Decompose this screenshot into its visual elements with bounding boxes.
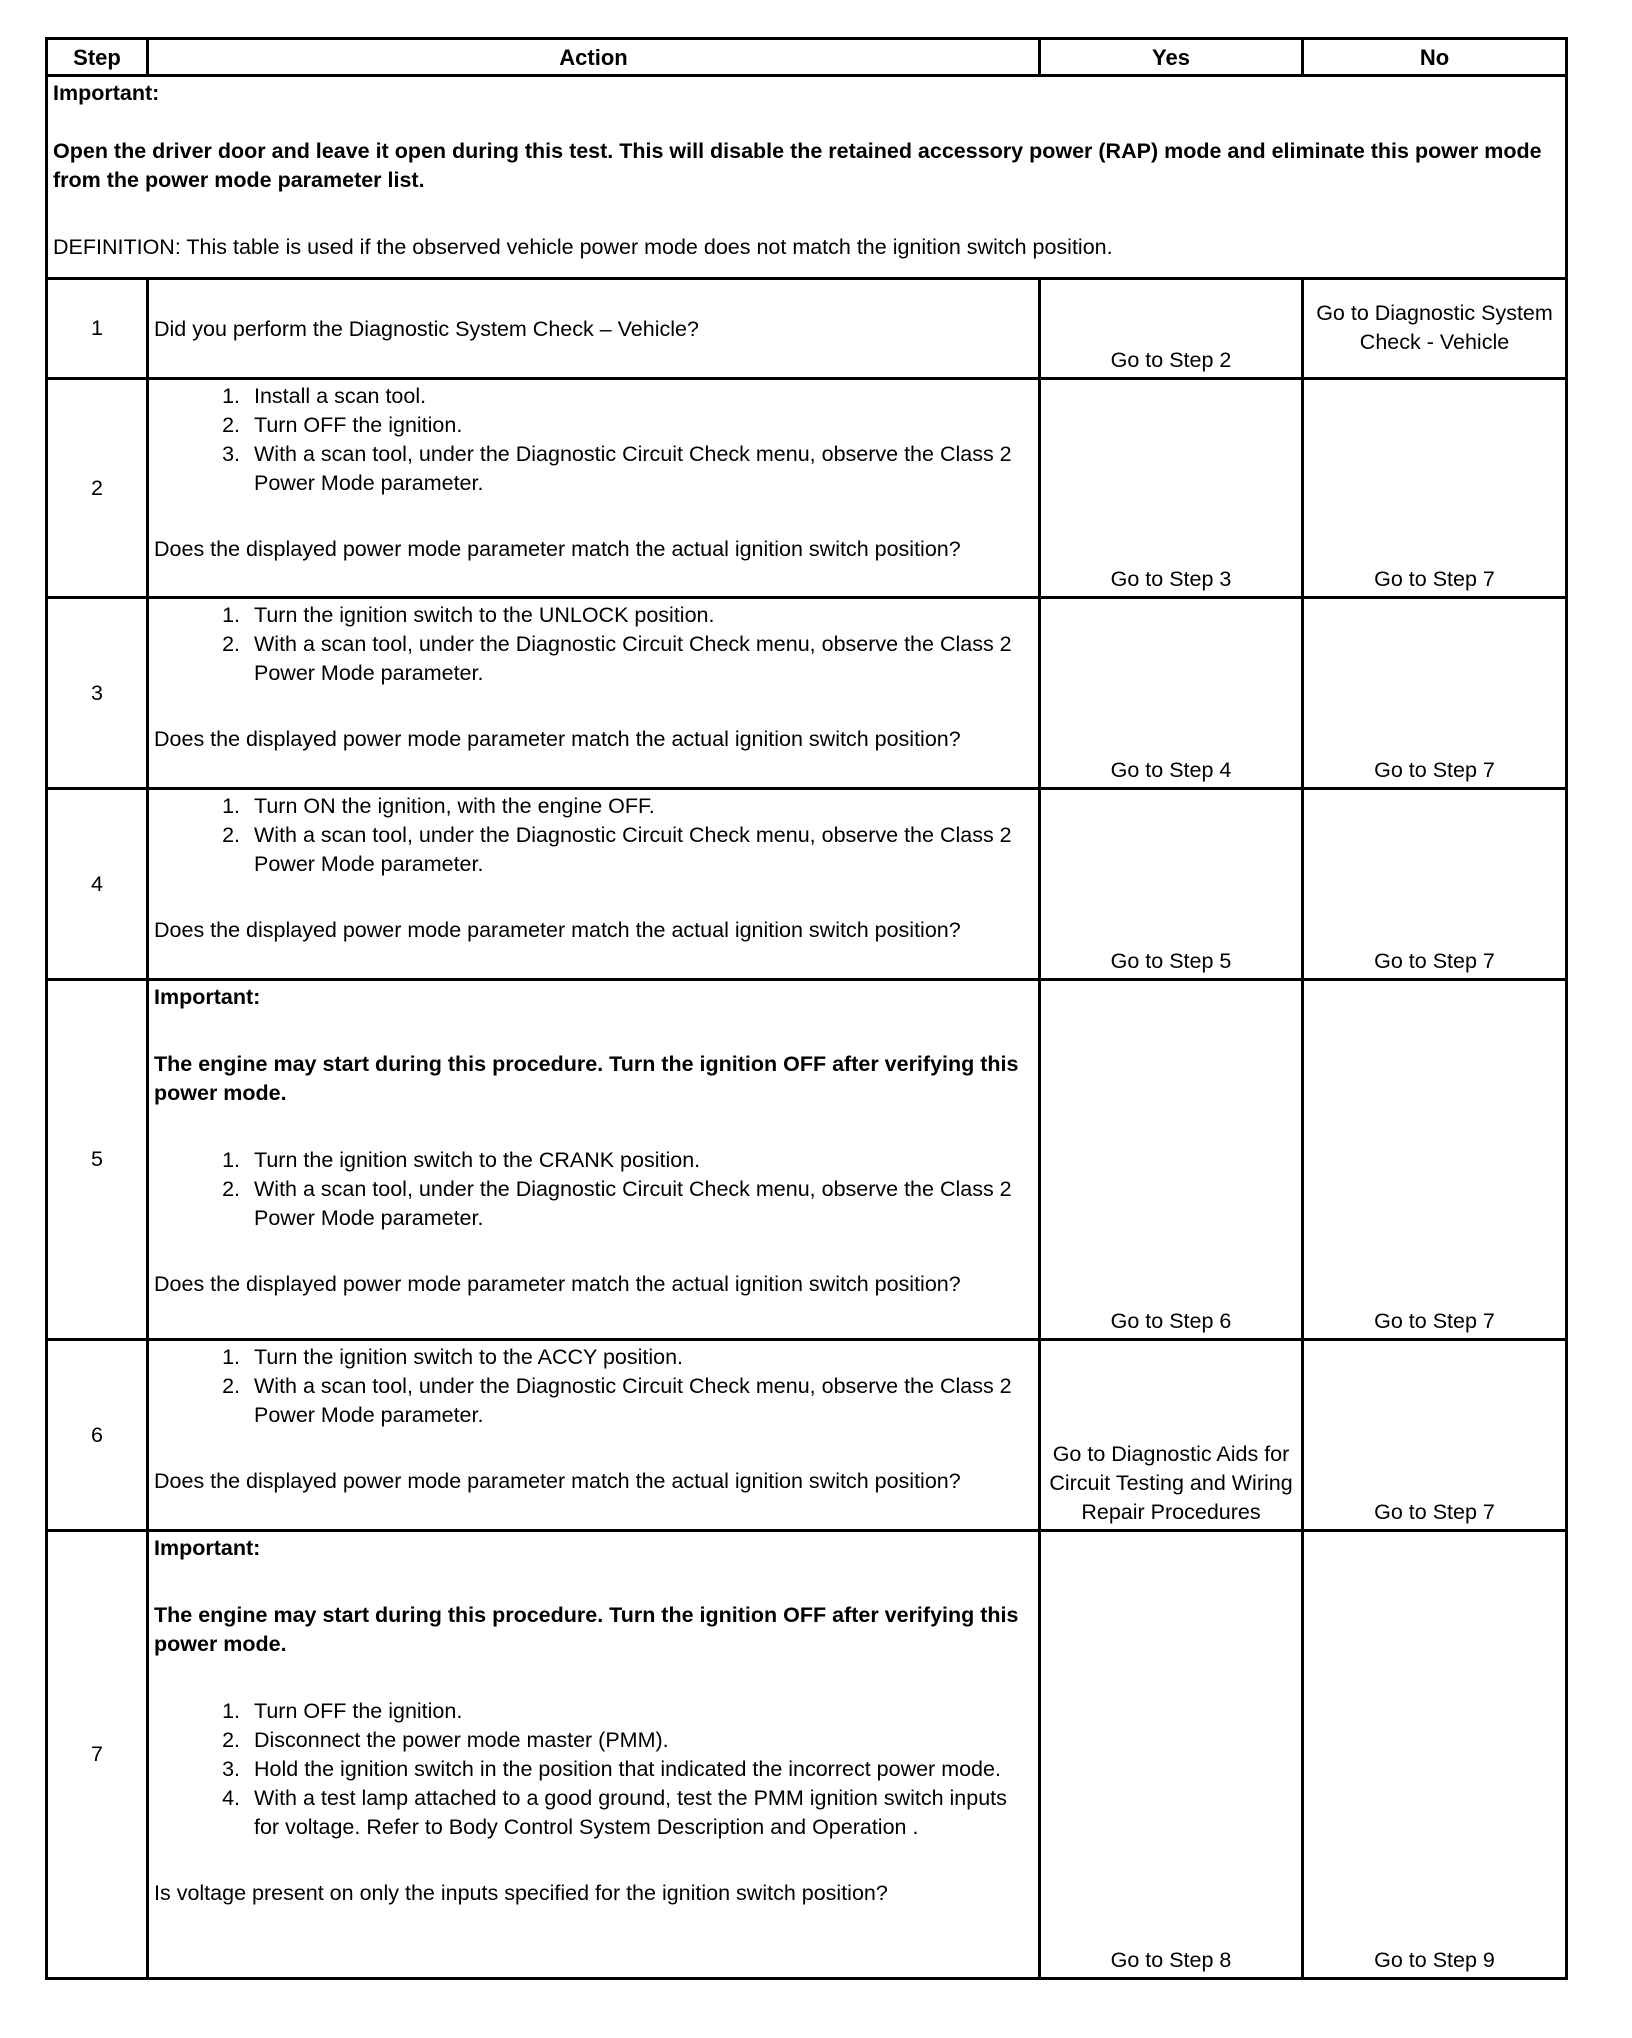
- yes-result: Go to Step 8: [1040, 1531, 1303, 1979]
- list-item: 2. Turn OFF the ignition.: [222, 413, 463, 437]
- step-question: Is voltage present on only the inputs specified for the ignition switch position?: [154, 1881, 888, 1905]
- no-result: Go to Step 7: [1303, 598, 1567, 789]
- header-no: No: [1303, 39, 1567, 76]
- step-question: Does the displayed power mode parameter match the actual ignition switch position?: [154, 1469, 961, 1493]
- step-action: [148, 598, 1040, 789]
- step-action: [148, 1340, 1040, 1531]
- table-row: [47, 379, 1567, 598]
- yes-result: Go to Step 5: [1040, 789, 1303, 980]
- list-item: 1. Turn the ignition switch to the ACCY position.: [222, 1345, 684, 1369]
- step-action: [148, 379, 1040, 598]
- step-list: [154, 1343, 1033, 1430]
- list-item: 2. With a scan tool, under the Diagnostic Circuit Check menu, observe the Class 2 Power Mode parameter.: [222, 1374, 1012, 1427]
- no-result: Go to Step 7: [1303, 379, 1567, 598]
- header-step: Step: [47, 39, 148, 76]
- important-label: Important:: [154, 985, 261, 1009]
- list-item: 2. With a scan tool, under the Diagnostic Circuit Check menu, observe the Class 2 Power Mode parameter.: [222, 1177, 1012, 1230]
- step-number: 2: [47, 379, 148, 598]
- list-item: 2. With a scan tool, under the Diagnostic Circuit Check menu, observe the Class 2 Power Mode parameter.: [222, 823, 1012, 876]
- list-item: 1. Turn the ignition switch to the CRANK position.: [222, 1148, 701, 1172]
- header-action: Action: [148, 39, 1040, 76]
- yes-result: Go to Step 6: [1040, 980, 1303, 1340]
- step-action: [148, 1531, 1040, 1979]
- step-number: 7: [47, 1531, 148, 1979]
- yes-result: Go to Step 3: [1040, 379, 1303, 598]
- yes-result: Go to Step 2: [1040, 279, 1303, 379]
- intro-cell: [47, 76, 1567, 279]
- step-list: [154, 1697, 1033, 1842]
- no-result: Go to Step 7: [1303, 789, 1567, 980]
- step-question: Does the displayed power mode parameter match the actual ignition switch position?: [154, 727, 961, 751]
- intro-definition: DEFINITION: This table is used if the observed vehicle power mode does not match the ignition switch position.: [53, 235, 1113, 259]
- table-row: [47, 1340, 1567, 1531]
- list-item: 1. Install a scan tool.: [222, 384, 427, 408]
- important-label: Important:: [154, 1536, 261, 1560]
- yes-result: Go to Diagnostic Aids for Circuit Testing and Wiring Repair Procedures: [1040, 1340, 1303, 1531]
- table-row: [47, 1531, 1567, 1979]
- step-question: Does the displayed power mode parameter match the actual ignition switch position?: [154, 1272, 961, 1296]
- no-result: Go to Step 9: [1303, 1531, 1567, 1979]
- step-number: 6: [47, 1340, 148, 1531]
- table-row: [47, 980, 1567, 1340]
- yes-result: Go to Step 4: [1040, 598, 1303, 789]
- no-result: Go to Step 7: [1303, 980, 1567, 1340]
- intro-important-label: Important:: [53, 81, 160, 105]
- header-yes: Yes: [1040, 39, 1303, 76]
- header-row: [47, 39, 1567, 76]
- step-list: [154, 382, 1033, 498]
- list-item: 2. With a scan tool, under the Diagnostic Circuit Check menu, observe the Class 2 Power Mode parameter.: [222, 632, 1012, 685]
- no-result: Go to Step 7: [1303, 1340, 1567, 1531]
- table-row: [47, 598, 1567, 789]
- list-item: 4. With a test lamp attached to a good ground, test the PMM ignition switch inputs for voltage. Refer to Body Control System Description and Operation .: [222, 1786, 1007, 1839]
- step-list: [154, 792, 1033, 879]
- list-item: 1. Turn OFF the ignition.: [222, 1699, 463, 1723]
- intro-row: [47, 76, 1567, 279]
- step-action: [148, 980, 1040, 1340]
- list-item: 3. Hold the ignition switch in the position that indicated the incorrect power mode.: [222, 1757, 1001, 1781]
- important-text: The engine may start during this procedure. Turn the ignition OFF after verifying this power mode.: [154, 1603, 1019, 1656]
- step-question: Did you perform the Diagnostic System Check – Vehicle?: [148, 279, 1040, 379]
- important-text: The engine may start during this procedure. Turn the ignition OFF after verifying this power mode.: [154, 1052, 1019, 1105]
- list-item: 2. Disconnect the power mode master (PMM).: [222, 1728, 669, 1752]
- step-list: [154, 1146, 1033, 1233]
- intro-important-text: Open the driver door and leave it open during this test. This will disable the retained accessory power (RAP) mode and eliminate this power mode from the power mode parameter list.: [53, 139, 1542, 192]
- step-action: [148, 789, 1040, 980]
- step-question: Does the displayed power mode parameter match the actual ignition switch position?: [154, 918, 961, 942]
- list-item: 3. With a scan tool, under the Diagnostic Circuit Check menu, observe the Class 2 Power Mode parameter.: [222, 442, 1012, 495]
- list-item: 1. Turn the ignition switch to the UNLOCK position.: [222, 603, 715, 627]
- step-number: 1: [47, 279, 148, 379]
- step-number: 5: [47, 980, 148, 1340]
- step-list: [154, 601, 1033, 688]
- step-question: Does the displayed power mode parameter match the actual ignition switch position?: [154, 537, 961, 561]
- step-number: 3: [47, 598, 148, 789]
- diagnostic-table: [45, 37, 1568, 1980]
- no-result: Go to Diagnostic System Check - Vehicle: [1303, 279, 1567, 379]
- table-row: [47, 789, 1567, 980]
- table-row: [47, 279, 1567, 379]
- step-number: 4: [47, 789, 148, 980]
- list-item: 1. Turn ON the ignition, with the engine OFF.: [222, 794, 655, 818]
